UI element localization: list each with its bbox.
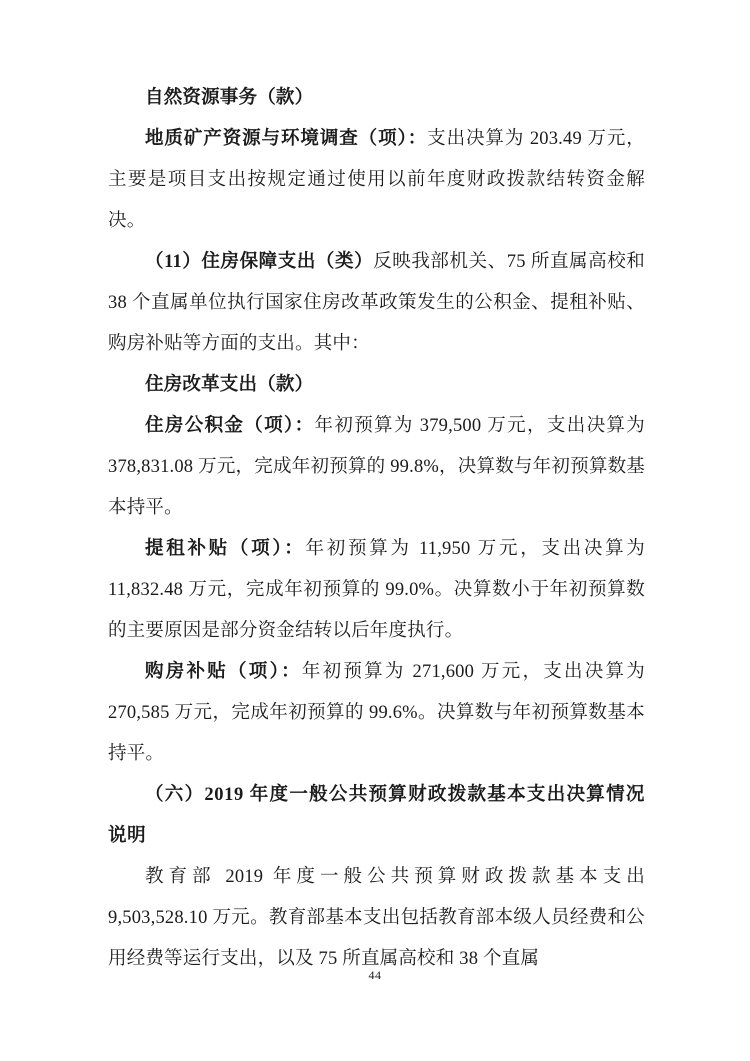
paragraph-lead-housing-provident-fund: 住房公积金（项）： [145,416,315,436]
paragraph-lead-home-purchase-subsidy: 购房补贴（项）： [145,662,302,682]
paragraph-lead-housing-security-expenditure: （11）住房保障支出（类） [145,252,374,272]
paragraph-housing-provident-fund [108,406,645,529]
heading-housing-reform-expenditure: 住房改革支出（款） [145,375,314,395]
section-heading-basic-expenditure-2019: （六）2019 年度一般公共预算财政拨款基本支出决算情况说明 [108,785,645,846]
paragraph-text-housing-provident-fund: 年初预算为 379,500 万元，支出决算为 378,831.08 万元，完成年初预算的 99.8%，决算数与年初预算数基本持平。 [108,416,645,518]
paragraph-basic-expenditure-description: 教育部 2019 年度一般公共预算财政拨款基本支出 9,503,528.10 万元。教育部基本支出包括教育部本级人员经费和公用经费等运行支出，以及 75 所直属高校和 38 个直属 [108,867,645,969]
paragraph-housing-security-expenditure [108,242,645,365]
paragraph-home-purchase-subsidy [108,652,645,775]
paragraph-text-rent-subsidy: 年初预算为 11,950 万元，支出决算为 11,832.48 万元，完成年初预算的 99.0%。决算数小于年初预算数的主要原因是部分资金结转以后年度执行。 [108,539,646,641]
paragraph-rent-subsidy [108,529,645,652]
document-body [108,78,645,980]
page-number: 44 [368,968,382,982]
heading-natural-resource-affairs: 自然资源事务（款） [145,88,314,108]
paragraph-text-housing-security-expenditure: 反映我部机关、75 所直属高校和 38 个直属单位执行国家住房改革政策发生的公积金、提租补贴、购房补贴等方面的支出。其中： [108,252,645,354]
paragraph-geological-survey [108,119,645,242]
paragraph-lead-rent-subsidy: 提租补贴（项）： [145,539,306,559]
paragraph-text-geological-survey: 支出决算为 203.49 万元，主要是项目支出按规定通过使用以前年度财政拨款结转资金解决。 [108,129,645,231]
paragraph-lead-geological-survey: 地质矿产资源与环境调查（项）： [145,129,428,149]
paragraph-text-home-purchase-subsidy: 年初预算为 271,600 万元，支出决算为 270,585 万元，完成年初预算的 99.6%。决算数与年初预算数基本持平。 [108,662,646,764]
